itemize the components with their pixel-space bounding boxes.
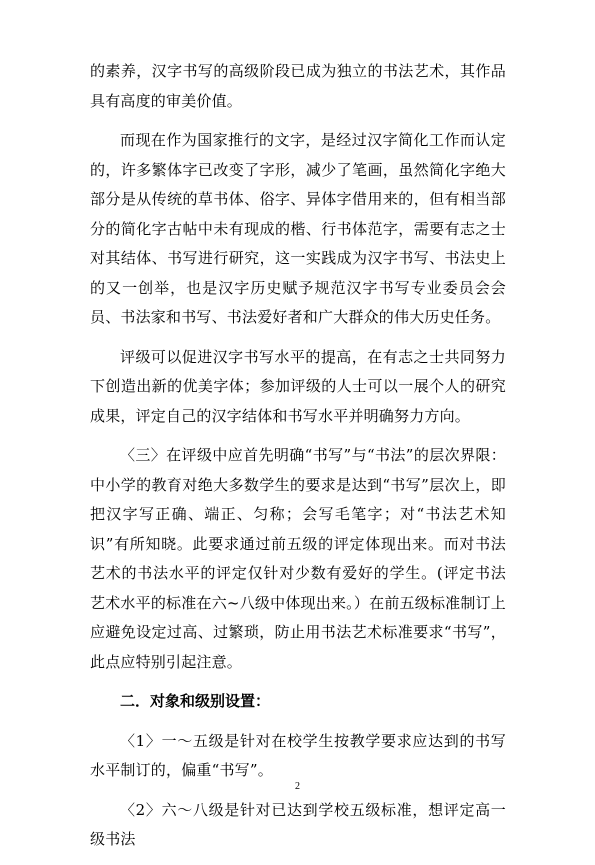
paragraph-2: 而现在作为国家推行的文字，是经过汉字简化工作而认定的，许多繁体字已改变了字形，减少了笔画，虽然简化字绝大部分是从传统的草书体、俗字、异体字借用来的，但有相当部分的简化字古帖中未有现成的楷、行书体范字，需要有志之士对其结体、书写进行研究，这一实践成为汉字书写、书法史上的又一创举，也是汉字历史赋予规范汉字书写专业委员会会员、书法家和书写、书法爱好者和广大群众的伟大历史任务。: [90, 131, 506, 326]
document-body: [90, 57, 506, 865]
section-heading: 二．对象和级别设置：: [120, 692, 271, 710]
paragraph-1: 的素养，汉字书写的高级阶段已成为独立的书法艺术，其作品具有高度的审美价值。: [90, 62, 506, 110]
list-item-1: 〈1〉一～五级是针对在校学生按教学要求应达到的书写水平制订的，偏重“书写”。: [90, 731, 506, 779]
paragraph-3: 评级可以促进汉字书写水平的提高，在有志之士共同努力下创造出新的优美字体；参加评级的人士可以一展个人的研究成果，评定自己的汉字结体和书写水平并明确努力方向。: [90, 347, 506, 425]
page-number: 2: [295, 781, 300, 792]
list-item-2: 〈2〉六～八级是针对已达到学校五级标准，想评定高一级书法: [90, 800, 506, 848]
paragraph-4: 〈三〉在评级中应首先明确“书写”与“书法”的层次界限：中小学的教育对绝大多数学生的要求是达到“书写”层次上，即把汉字写正确、端正、匀称；会写毛笔字；对“书法艺术知识”有所知晓。此要求通过前五级的评定体现出来。而对书法艺术的书法水平的评定仅针对少数有爱好的学生。(评定书法艺术水平的标准在六~八级中体现出来。）在前五级标准制订上应避免设定过高、过繁琐，防止用书法艺术标准要求“书写”，此点应特别引起注意。: [90, 446, 506, 671]
